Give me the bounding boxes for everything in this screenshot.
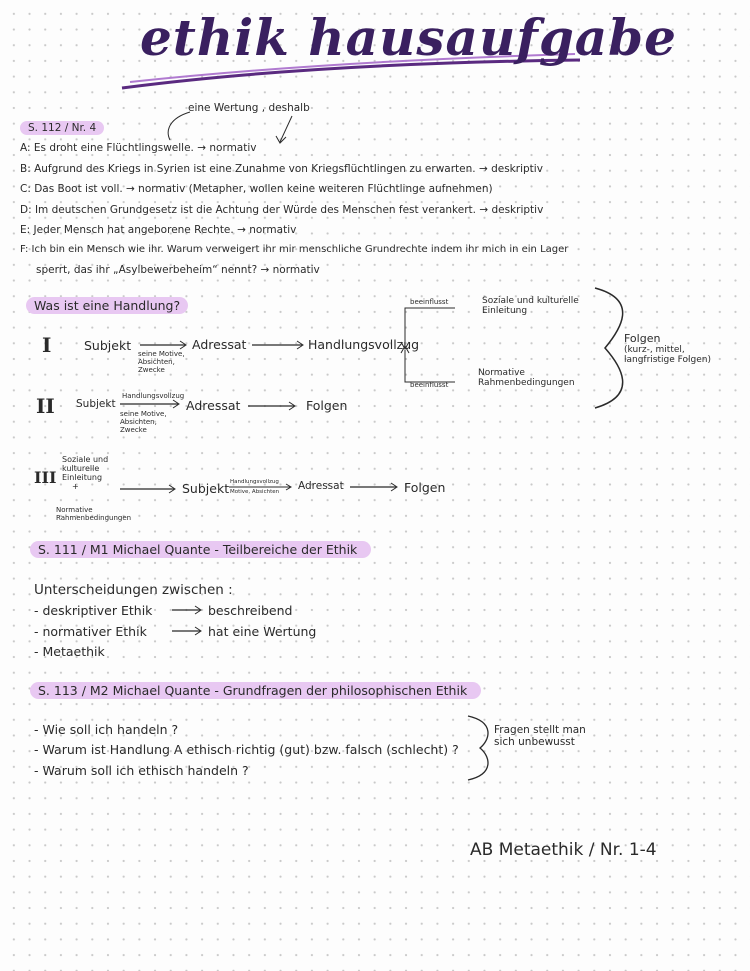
- questions-note: Fragen stellt man sich unbewusst: [494, 724, 586, 748]
- row3-folgen: Folgen: [404, 480, 446, 495]
- section1-item-b: B: Aufgrund des Kriegs in Syrien ist eine Zunahme von Kriegsflüchtlingen zu erwarten. → deskriptiv: [20, 163, 543, 175]
- row1-motive: seine Motive, Absichten, Zwecke: [138, 350, 185, 374]
- row3-number: III: [34, 468, 57, 487]
- row2-motive: seine Motive, Absichten, Zwecke: [120, 410, 167, 434]
- section2-heading: Was ist eine Handlung?: [26, 298, 188, 313]
- footer-reference: AB Metaethik / Nr. 1-4: [470, 840, 657, 860]
- row2-above: Handlungsvollzug: [122, 392, 185, 400]
- row3-adressat: Adressat: [298, 480, 344, 492]
- annotation-top: eine Wertung , deshalb: [188, 102, 310, 114]
- questions-brace: [468, 716, 488, 780]
- section4-heading: S. 113 / M2 Michael Quante - Grundfragen der philosophischen Ethik: [30, 683, 481, 698]
- row1-adressat: Adressat: [192, 337, 247, 352]
- section1-item-f: F: Ich bin ein Mensch wie ihr. Warum verweigert ihr mir menschliche Grundrechte indem ihr mich in ein Lager: [20, 244, 569, 255]
- folgen-note: Folgen (kurz-, mittel, langfristige Folgen): [624, 332, 711, 365]
- row2-subjekt: Subjekt: [76, 398, 116, 410]
- normativ-meaning: hat eine Wertung: [208, 624, 317, 639]
- section1-item-e: E: Jeder Mensch hat angeborene Rechte. → normativ: [20, 224, 297, 236]
- page-title: ethik hausaufgabe: [140, 8, 677, 67]
- row1-subjekt: Subjekt: [84, 338, 132, 353]
- annotation-arrow-left: [168, 112, 190, 140]
- folgen-brace: [595, 288, 623, 408]
- question-1: - Wie soll ich handeln ?: [34, 722, 179, 737]
- beeinflusst-bottom: beeinflusst: [410, 381, 449, 389]
- row2-folgen: Folgen: [306, 398, 348, 413]
- row1-vollzug: Handlungsvollzug: [308, 337, 420, 352]
- row2-number: II: [36, 394, 55, 418]
- section3-intro: Unterscheidungen zwischen :: [34, 582, 233, 598]
- question-2: - Warum ist Handlung A ethisch richtig (gut) bzw. falsch (schlecht) ?: [34, 742, 459, 757]
- section1-item-a: A: Es droht eine Flüchtlingswelle. → normativ: [20, 142, 257, 154]
- annotation-arrow-right: [280, 116, 292, 142]
- beeinflusst-top: beeinflusst: [410, 298, 449, 306]
- row1-number: I: [42, 333, 52, 357]
- section1-item-f-cont: sperrt, das ihr „Asylbewerbeheim“ nennt? → normativ: [36, 264, 320, 276]
- section3-heading: S. 111 / M1 Michael Quante - Teilbereiche der Ethik: [30, 542, 371, 557]
- soziale-einleitung: Soziale und kulturelle Einleitung: [482, 296, 579, 316]
- row3-normative: Normative Rahmenbedingungen: [56, 506, 132, 522]
- influence-line-bottom: [405, 350, 455, 382]
- row2-adressat: Adressat: [186, 398, 241, 413]
- normativ-term: - normativer Ethik: [34, 624, 147, 639]
- deskriptiv-meaning: beschreibend: [208, 603, 293, 618]
- metaethik-term: - Metaethik: [34, 644, 105, 659]
- row3-mid: Handlungsvollzug Motive, Absichten: [230, 479, 280, 495]
- row3-subjekt: Subjekt: [182, 481, 230, 496]
- question-3: - Warum soll ich ethisch handeln ?: [34, 763, 249, 778]
- section1-heading: S. 112 / Nr. 4: [20, 122, 104, 134]
- deskriptiv-term: - deskriptiver Ethik: [34, 603, 153, 618]
- normative-rahmen: Normative Rahmenbedingungen: [478, 368, 575, 388]
- section1-item-d: D: Im deutschen Grundgesetz ist die Achtung der Würde des Menschen fest verankert. → deskriptiv: [20, 204, 544, 216]
- section1-item-c: C: Das Boot ist voll. → normativ (Metapher, wollen keine weiteren Flüchtlinge aufnehmen): [20, 183, 493, 195]
- row3-einleitung: Soziale und kulturelle Einleitung +: [62, 455, 109, 491]
